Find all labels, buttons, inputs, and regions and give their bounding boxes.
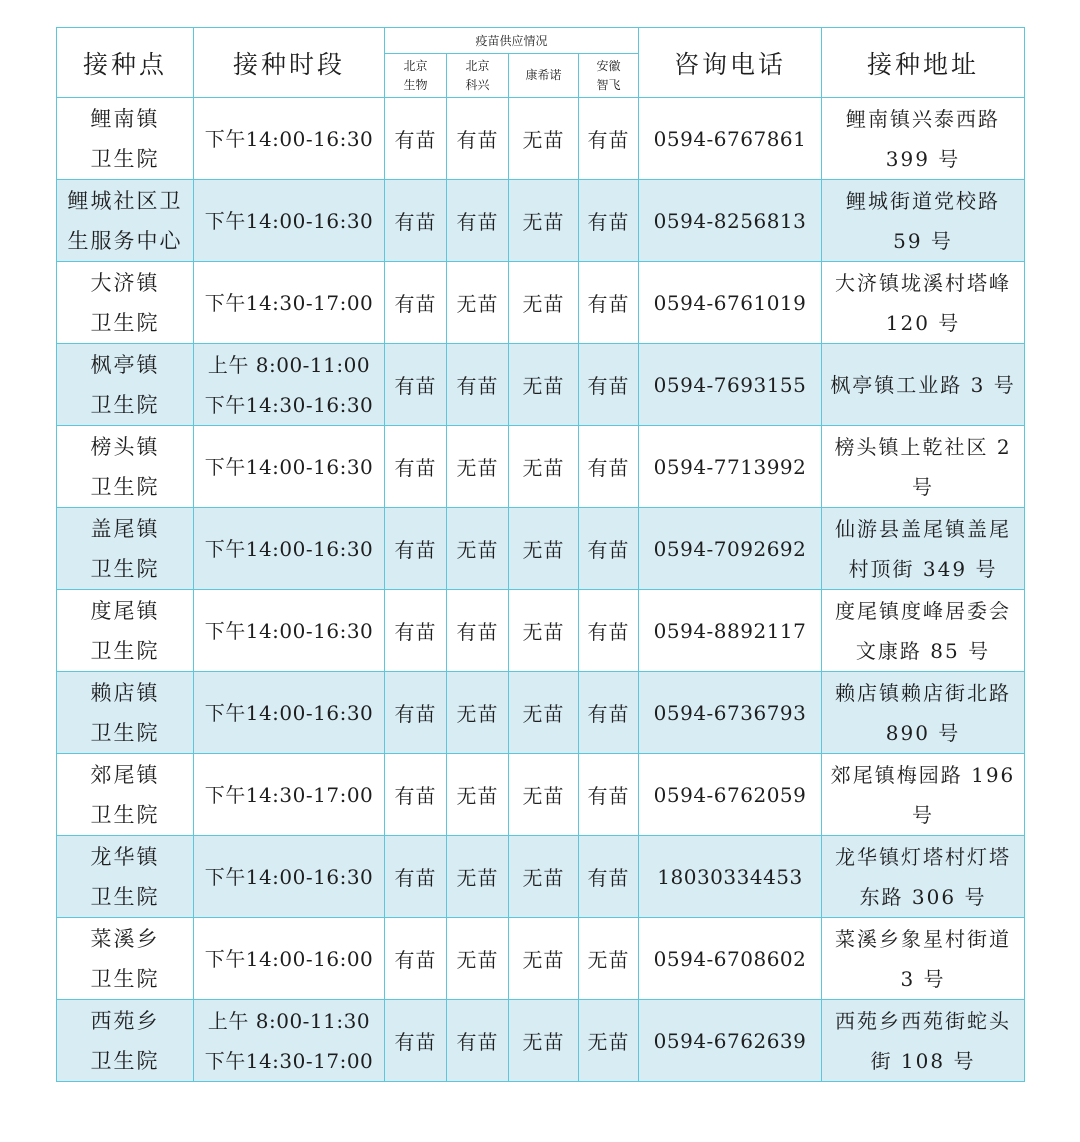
stock-status-cell: 有苗 — [579, 508, 639, 590]
time-cell — [194, 1000, 385, 1082]
stock-status-cell: 有苗 — [385, 754, 447, 836]
address-line: 59 号 — [893, 228, 953, 253]
stock-status-cell: 有苗 — [579, 836, 639, 918]
site-name-line: 卫生院 — [90, 310, 160, 335]
address-cell — [822, 1000, 1025, 1082]
address-line: 赖店镇赖店街北路 — [835, 680, 1012, 705]
header-phone: 咨询电话 — [639, 28, 822, 98]
stock-status-cell: 有苗 — [447, 180, 509, 262]
site-name-line: 生服务中心 — [67, 228, 183, 253]
time-slot-line: 下午14:30-17:00 — [204, 1048, 374, 1073]
header-vaccine-line: 智飞 — [596, 77, 621, 92]
time-slot-line: 下午14:00-16:30 — [204, 618, 374, 643]
time-slot-line: 下午14:00-16:30 — [204, 208, 374, 233]
table-row — [57, 836, 1025, 918]
time-cell — [194, 426, 385, 508]
site-name-line: 卫生院 — [90, 556, 160, 581]
time-cell — [194, 672, 385, 754]
site-name-line: 盖尾镇 — [90, 516, 160, 541]
stock-status-cell: 有苗 — [579, 754, 639, 836]
stock-status-cell: 无苗 — [447, 918, 509, 1000]
stock-status-cell: 有苗 — [385, 590, 447, 672]
time-slot-line: 下午14:30-16:30 — [204, 392, 374, 417]
table-row — [57, 180, 1025, 262]
address-cell — [822, 262, 1025, 344]
stock-status-cell: 有苗 — [385, 426, 447, 508]
time-cell — [194, 344, 385, 426]
stock-status-cell: 无苗 — [447, 672, 509, 754]
table-row — [57, 508, 1025, 590]
time-cell — [194, 754, 385, 836]
address-line: 号 — [912, 474, 935, 499]
address-cell — [822, 508, 1025, 590]
header-time: 接种时段 — [194, 28, 385, 98]
site-name-line: 卫生院 — [90, 966, 160, 991]
site-name-line: 卫生院 — [90, 638, 160, 663]
site-name-line: 龙华镇 — [90, 844, 160, 869]
table-header — [57, 28, 1025, 98]
header-vaccine-line: 康希诺 — [525, 68, 562, 82]
time-slot-line: 下午14:00-16:30 — [204, 126, 374, 151]
time-cell — [194, 918, 385, 1000]
time-cell — [194, 98, 385, 180]
site-cell — [57, 180, 194, 262]
address-line: 度尾镇度峰居委会 — [835, 598, 1012, 623]
stock-status-cell: 无苗 — [509, 426, 579, 508]
table-row — [57, 754, 1025, 836]
site-name-line: 卫生院 — [90, 474, 160, 499]
stock-status-cell: 有苗 — [385, 672, 447, 754]
time-slot-line: 下午14:00-16:30 — [204, 700, 374, 725]
address-cell — [822, 590, 1025, 672]
stock-status-cell: 有苗 — [385, 836, 447, 918]
site-name-line: 菜溪乡 — [90, 926, 160, 951]
table-row — [57, 344, 1025, 426]
stock-status-cell: 无苗 — [509, 672, 579, 754]
stock-status-cell: 有苗 — [447, 1000, 509, 1082]
time-cell — [194, 262, 385, 344]
phone-cell: 0594-6762639 — [639, 1000, 822, 1082]
address-line: 东路 306 号 — [859, 884, 987, 909]
stock-status-cell: 无苗 — [509, 754, 579, 836]
site-name-line: 卫生院 — [90, 146, 160, 171]
stock-status-cell: 有苗 — [385, 508, 447, 590]
table-row — [57, 672, 1025, 754]
address-cell — [822, 98, 1025, 180]
phone-cell: 0594-6761019 — [639, 262, 822, 344]
site-name-line: 大济镇 — [90, 270, 160, 295]
address-cell — [822, 344, 1025, 426]
stock-status-cell: 无苗 — [509, 1000, 579, 1082]
stock-status-cell: 无苗 — [509, 180, 579, 262]
address-line: 文康路 85 号 — [855, 638, 991, 663]
address-line: 鲤南镇兴泰西路 — [846, 106, 1001, 131]
stock-status-cell: 有苗 — [579, 262, 639, 344]
address-line: 菜溪乡象星村街道 — [835, 926, 1012, 951]
header-address: 接种地址 — [822, 28, 1025, 98]
site-name-line: 卫生院 — [90, 1048, 160, 1073]
address-cell — [822, 918, 1025, 1000]
stock-status-cell: 无苗 — [447, 836, 509, 918]
stock-status-cell: 有苗 — [385, 180, 447, 262]
address-cell — [822, 672, 1025, 754]
phone-cell: 0594-8256813 — [639, 180, 822, 262]
site-name-line: 卫生院 — [90, 884, 160, 909]
address-line: 鲤城街道党校路 — [846, 188, 1001, 213]
address-cell — [822, 180, 1025, 262]
header-vaccine-line: 安徽 — [596, 58, 621, 73]
table-row — [57, 98, 1025, 180]
address-line: 仙游县盖尾镇盖尾 — [835, 516, 1012, 541]
stock-status-cell: 无苗 — [509, 98, 579, 180]
table-row — [57, 426, 1025, 508]
stock-status-cell: 无苗 — [447, 426, 509, 508]
header-vaccine-supply: 疫苗供应情况 — [385, 28, 639, 54]
stock-status-cell: 有苗 — [579, 426, 639, 508]
site-cell — [57, 590, 194, 672]
stock-status-cell: 有苗 — [447, 98, 509, 180]
header-vaccine-4 — [579, 54, 639, 98]
site-name-line: 西苑乡 — [90, 1008, 160, 1033]
stock-status-cell: 无苗 — [579, 1000, 639, 1082]
stock-status-cell: 无苗 — [447, 508, 509, 590]
stock-status-cell: 有苗 — [385, 1000, 447, 1082]
address-line: 890 号 — [885, 720, 961, 745]
address-cell — [822, 426, 1025, 508]
header-vaccine-line: 北京 — [465, 58, 490, 73]
time-cell — [194, 180, 385, 262]
table-body — [57, 98, 1025, 1082]
stock-status-cell: 无苗 — [509, 262, 579, 344]
stock-status-cell: 有苗 — [385, 98, 447, 180]
table-row — [57, 262, 1025, 344]
site-name-line: 枫亭镇 — [90, 352, 160, 377]
header-vaccine-1 — [385, 54, 447, 98]
site-name-line: 卫生院 — [90, 720, 160, 745]
address-line: 西苑乡西苑街蛇头 — [835, 1008, 1012, 1033]
stock-status-cell: 无苗 — [447, 262, 509, 344]
time-slot-line: 下午14:00-16:30 — [204, 454, 374, 479]
header-vaccine-2 — [447, 54, 509, 98]
header-vaccine-3 — [509, 54, 579, 98]
time-slot-line: 下午14:30-17:00 — [204, 290, 374, 315]
address-cell — [822, 836, 1025, 918]
site-cell — [57, 672, 194, 754]
address-line: 榜头镇上乾社区 2 — [834, 434, 1012, 459]
time-slot-line: 上午 8:00-11:00 — [207, 352, 371, 377]
address-line: 枫亭镇工业路 3 号 — [830, 372, 1016, 397]
time-cell — [194, 508, 385, 590]
phone-cell: 18030334453 — [639, 836, 822, 918]
site-name-line: 郊尾镇 — [90, 762, 160, 787]
stock-status-cell: 有苗 — [579, 98, 639, 180]
address-line: 郊尾镇梅园路 196 — [830, 762, 1016, 787]
site-cell — [57, 836, 194, 918]
phone-cell: 0594-6736793 — [639, 672, 822, 754]
site-name-line: 卫生院 — [90, 802, 160, 827]
address-line: 大济镇垅溪村塔峰 — [835, 270, 1012, 295]
header-vaccine-line: 科兴 — [465, 77, 490, 92]
table-row — [57, 590, 1025, 672]
stock-status-cell: 有苗 — [447, 590, 509, 672]
phone-cell: 0594-7092692 — [639, 508, 822, 590]
address-line: 街 108 号 — [870, 1048, 976, 1073]
time-cell — [194, 590, 385, 672]
stock-status-cell: 有苗 — [385, 262, 447, 344]
phone-cell: 0594-7693155 — [639, 344, 822, 426]
stock-status-cell: 有苗 — [579, 590, 639, 672]
site-name-line: 榜头镇 — [90, 434, 160, 459]
stock-status-cell: 无苗 — [509, 918, 579, 1000]
header-vaccine-line: 生物 — [403, 77, 428, 92]
stock-status-cell: 有苗 — [385, 344, 447, 426]
address-line: 号 — [912, 802, 935, 827]
stock-status-cell: 无苗 — [509, 590, 579, 672]
time-slot-line: 上午 8:00-11:30 — [207, 1008, 371, 1033]
site-name-line: 赖店镇 — [90, 680, 160, 705]
time-cell — [194, 836, 385, 918]
site-name-line: 卫生院 — [90, 392, 160, 417]
header-vaccine-line: 北京 — [403, 58, 428, 73]
stock-status-cell: 有苗 — [579, 344, 639, 426]
stock-status-cell: 无苗 — [447, 754, 509, 836]
address-line: 399 号 — [885, 146, 961, 171]
site-name-line: 鲤城社区卫 — [67, 188, 183, 213]
time-slot-line: 下午14:30-17:00 — [204, 782, 374, 807]
stock-status-cell: 有苗 — [447, 344, 509, 426]
address-line: 龙华镇灯塔村灯塔 — [835, 844, 1012, 869]
vaccination-table — [56, 27, 1025, 1082]
stock-status-cell: 有苗 — [579, 672, 639, 754]
site-cell — [57, 754, 194, 836]
phone-cell: 0594-8892117 — [639, 590, 822, 672]
time-slot-line: 下午14:00-16:00 — [204, 946, 374, 971]
site-cell — [57, 262, 194, 344]
stock-status-cell: 无苗 — [579, 918, 639, 1000]
stock-status-cell: 无苗 — [509, 836, 579, 918]
site-cell — [57, 508, 194, 590]
site-cell — [57, 344, 194, 426]
header-site: 接种点 — [57, 28, 194, 98]
address-line: 村顶街 349 号 — [848, 556, 998, 581]
address-line: 120 号 — [885, 310, 961, 335]
stock-status-cell: 无苗 — [509, 508, 579, 590]
site-cell — [57, 426, 194, 508]
site-name-line: 度尾镇 — [90, 598, 160, 623]
address-cell — [822, 754, 1025, 836]
phone-cell: 0594-6708602 — [639, 918, 822, 1000]
site-cell — [57, 98, 194, 180]
stock-status-cell: 无苗 — [509, 344, 579, 426]
stock-status-cell: 有苗 — [385, 918, 447, 1000]
time-slot-line: 下午14:00-16:30 — [204, 536, 374, 561]
table-row — [57, 1000, 1025, 1082]
phone-cell: 0594-6767861 — [639, 98, 822, 180]
site-name-line: 鲤南镇 — [90, 106, 160, 131]
address-line: 3 号 — [900, 966, 946, 991]
phone-cell: 0594-7713992 — [639, 426, 822, 508]
stock-status-cell: 有苗 — [579, 180, 639, 262]
site-cell — [57, 1000, 194, 1082]
site-cell — [57, 918, 194, 1000]
time-slot-line: 下午14:00-16:30 — [204, 864, 374, 889]
phone-cell: 0594-6762059 — [639, 754, 822, 836]
table-row — [57, 918, 1025, 1000]
